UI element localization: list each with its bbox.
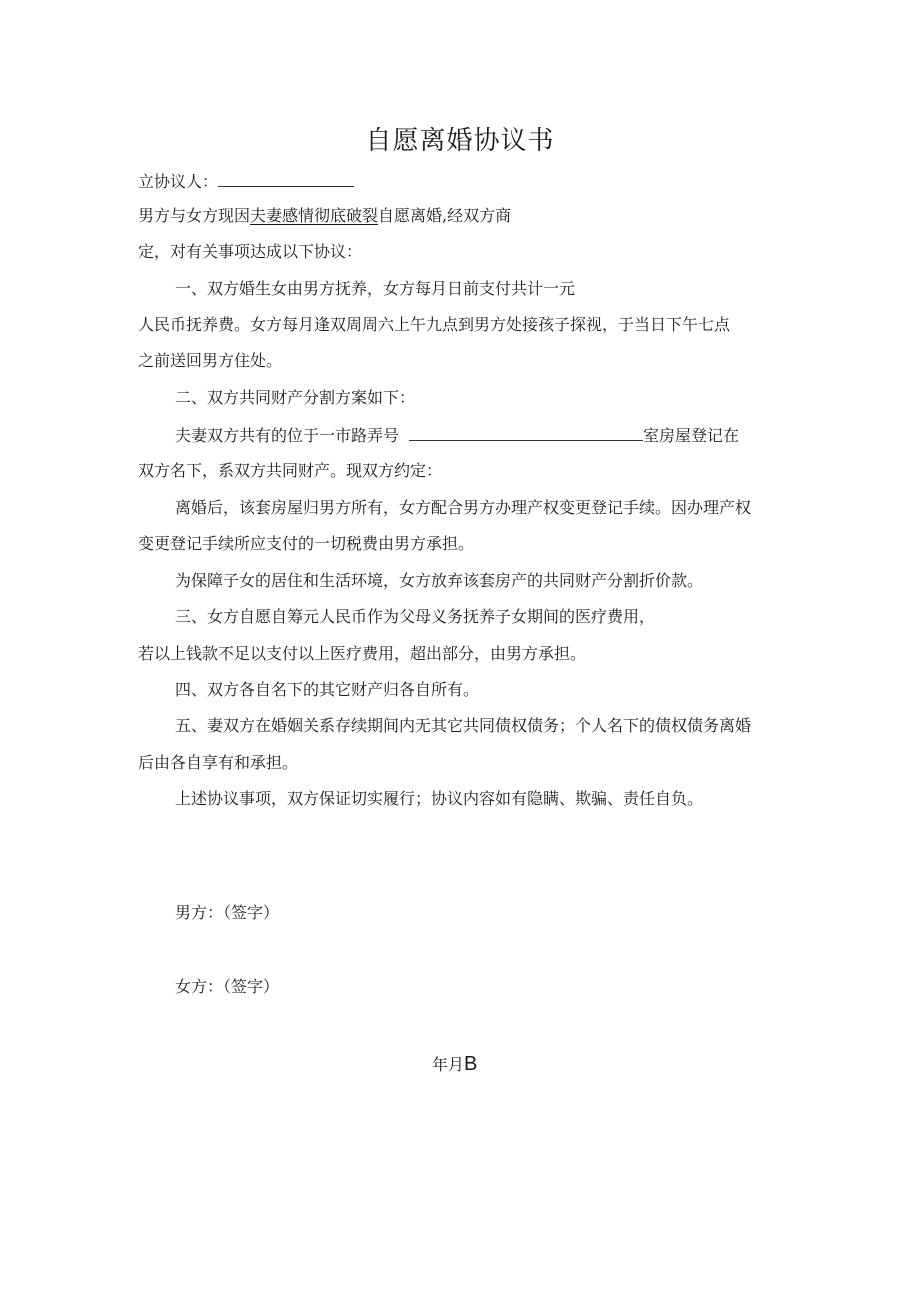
clause4-line-1: 四、双方各自名下的其它财产归各自所有。: [175, 680, 480, 699]
party-line: [138, 170, 354, 193]
clause2-line-5: 为保障子女的居住和生活环境，女方放弃该套房产的共同财产分割折价款。: [175, 571, 704, 590]
intro-line-1: [138, 205, 511, 227]
male-signature-line: 男方：（签字）: [175, 903, 280, 922]
party-name-blank: [218, 170, 354, 187]
intro-line-2: 定，对有关事项达成以下协议：: [138, 242, 363, 261]
clause2-heading: 二、双方共同财产分割方案如下：: [175, 388, 416, 407]
clause3-line-2: 若以上钱款不足以支付以上医疗费用，超出部分，由男方承担。: [138, 644, 587, 663]
clause2-line-1: [175, 424, 739, 447]
clause1-line-2: 人民币抚养费。女方每月逢双周周六上午九点到男方处接孩子探视，于当日下午七点: [138, 315, 731, 334]
closing-statement: 上述协议事项，双方保证切实履行；协议内容如有隐瞒、欺骗、责任自负。: [175, 789, 704, 808]
clause5-line-1: 五、妻双方在婚姻关系存续期间内无其它共同债权债务；个人名下的债权债务离婚: [175, 716, 752, 735]
intro-prefix: 男方与女方现因: [138, 206, 251, 225]
party-label: 立协议人：: [138, 172, 219, 191]
clause3-line-1: 三、女方自愿自筹元人民币作为父母义务抚养子女期间的医疗费用，: [175, 607, 656, 626]
date-letter: B: [464, 1053, 478, 1075]
clause1-line-1: 一、双方婚生女由男方抚养，女方每月日前支付共计一元: [175, 279, 576, 298]
clause1-line-3: 之前送回男方住处。: [138, 351, 283, 370]
clause5-line-2: 后由各自享有和承担。: [138, 753, 299, 772]
intro-suffix: 自愿离婚,经双方商: [378, 206, 512, 225]
female-signature-line: 女方：（签字）: [175, 977, 280, 996]
clause2-line-2: 双方名下，系双方共同财产。现双方约定：: [138, 461, 443, 480]
clause2-line-1-prefix: 夫妻双方共有的位于一市路弄号: [175, 426, 400, 445]
document-title: 自愿离婚协议书: [365, 126, 555, 156]
date-line: [432, 1052, 477, 1076]
date-text: 年月: [432, 1055, 465, 1074]
address-blank: [409, 424, 643, 441]
clause2-line-3: 离婚后，该套房屋归男方所有，女方配合男方办理产权变更登记手续。因办理产权: [175, 498, 752, 517]
clause2-line-4: 变更登记手续所应支付的一切税费由男方承担。: [138, 534, 475, 553]
intro-reason: 夫妻感情彻底破裂: [250, 206, 379, 225]
clause2-line-1-suffix: 室房屋登记在: [643, 426, 740, 445]
